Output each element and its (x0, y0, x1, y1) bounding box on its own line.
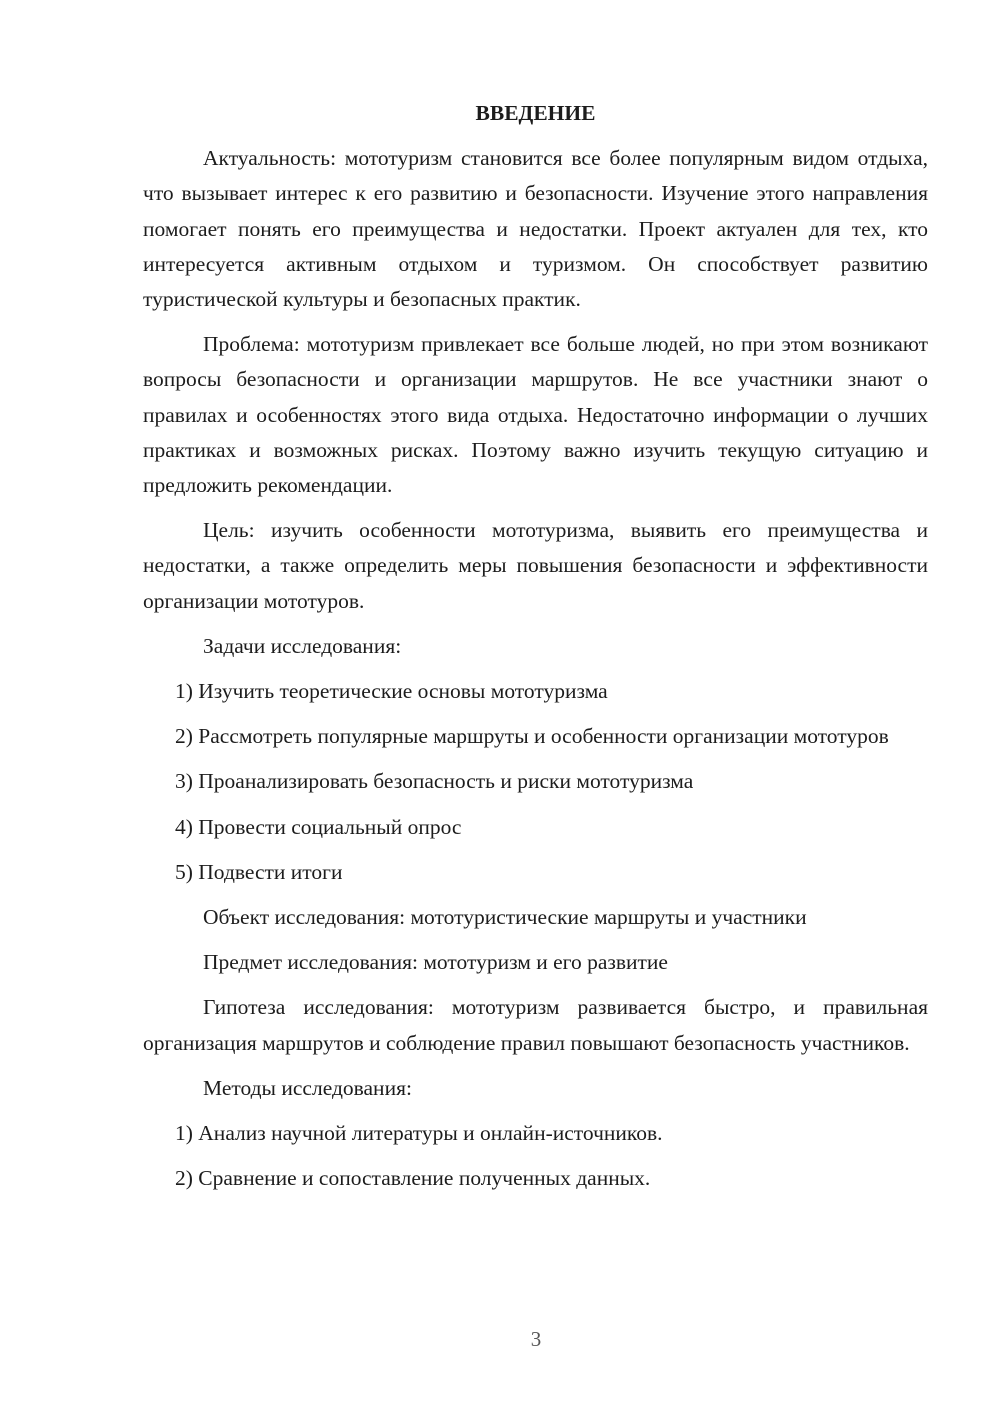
goal-paragraph: Цель: изучить особенности мототуризма, выявить его преимущества и недостатки, а также определить меры повышения безопасности и эффективности организации мототуров. (143, 518, 928, 613)
method-item: 1) Анализ научной литературы и онлайн-источников. (175, 1121, 663, 1146)
methods-title: Методы исследования: (203, 1075, 412, 1100)
task-item: 2) Рассмотреть популярные маршруты и особенности организации мототуров (175, 724, 889, 749)
subject-paragraph: Предмет исследования: мототуризм и его развитие (203, 950, 668, 975)
page-content (143, 96, 928, 1206)
task-item: 1) Изучить теоретические основы мототуризма (175, 679, 608, 704)
task-item: 4) Провести социальный опрос (175, 814, 462, 839)
method-item: 2) Сравнение и сопоставление полученных данных. (175, 1166, 651, 1191)
task-item: 5) Подвести итоги (175, 859, 343, 884)
problem-paragraph: Проблема: мототуризм привлекает все больше людей, но при этом возникают вопросы безопасности и организации маршрутов. Не все участники знают о правилах и особенностях этого вида отдыха. Недостаточно информации о лучших практиках и возможных рисках. Поэтому важно изучить текущую ситуацию и предложить рекомендации. (143, 332, 928, 498)
task-item: 3) Проанализировать безопасность и риски мототуризма (175, 769, 694, 794)
tasks-title: Задачи исследования: (203, 633, 402, 658)
section-heading: ВВЕДЕНИЕ (475, 101, 596, 125)
hypothesis-paragraph: Гипотеза исследования: мототуризм развивается быстро, и правильная организация маршрутов и соблюдение правил повышают безопасность участников. (143, 995, 928, 1055)
page-number: 3 (530, 1327, 542, 1351)
object-paragraph: Объект исследования: мототуристические маршруты и участники (203, 905, 807, 930)
relevance-paragraph: Актуальность: мототуризм становится все более популярным видом отдыха, что вызывает интерес к его развитию и безопасности. Изучение этого направления помогает понять его преимущества и недостатки. Проект актуален для тех, кто интересуется активным отдыхом и туризмом. Он способствует развитию туристической культуры и безопасных практик. (143, 146, 928, 312)
